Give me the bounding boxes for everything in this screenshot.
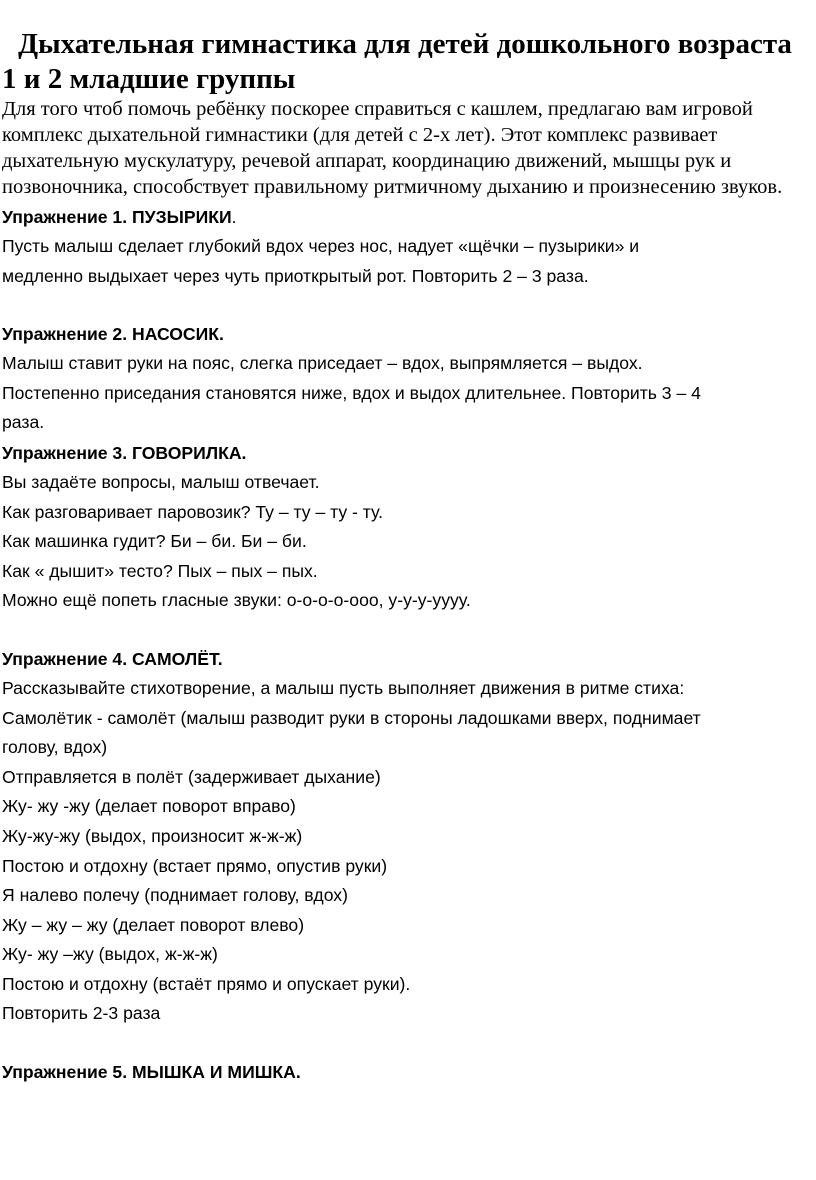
exercise-line: Как разговаривает паровозик? Ту – ту – ту - ту. [2,501,383,522]
exercise-line: Малыш ставит руки на пояс, слегка приседает – вдох, выпрямляется – выдох. [2,353,643,374]
exercise-line: медленно выдыхает через чуть приоткрытый рот. Повторить 2 – 3 раза. [2,265,589,286]
exercise-line: Постою и отдохну (встает прямо, опустив руки) [2,855,388,876]
exercise-line: Постою и отдохну (встаёт прямо и опускает руки). [2,973,411,994]
exercise-line: Жу – жу – жу (делает поворот влево) [2,914,305,935]
exercise-line: Постепенно приседания становятся ниже, вдох и выдох длительнее. Повторить 3 – 4 [2,382,701,403]
exercise-line: Жу- жу -жу (делает поворот вправо) [2,796,296,817]
exercise-heading: Упражнение 5. МЫШКА И МИШКА. [2,1062,301,1083]
exercise-4 [0,644,810,1029]
exercise-line: Вы задаёте вопросы, малыш отвечает. [2,471,320,492]
exercise-line: Отправляется в полёт (задерживает дыхание) [2,766,381,787]
exercise-line: Можно ещё попеть гласные звуки: о-о-о-о-ооо, у-у-у-уууу. [2,590,471,611]
exercise-3 [0,438,810,616]
section-subtitle: 1 и 2 младшие группы [2,63,296,95]
exercise-line: Жу-жу-жу (выдох, произносит ж-ж-ж) [2,825,303,846]
document-title: Дыхательная гимнастика для детей дошкольного возраста [18,28,792,60]
exercise-line: Я налево полечу (поднимает голову, вдох) [2,885,348,906]
exercise-line: Повторить 2-3 раза [2,1003,161,1024]
exercise-2 [0,319,810,438]
intro-paragraph: Для того чтоб помочь ребёнку поскорее справиться с кашлем, предлагаю вам игровой комплекс дыхательной гимнастики (для детей с 2-х лет). Этот комплекс развивает дыхательную мускулатуру, речевой аппарат, координацию движений, мышцы рук и позвоночника, способствует правильному ритмичному дыханию и произнесению звуков. [2,98,783,198]
exercise-heading: Упражнение 1. ПУЗЫРИКИ. [2,207,237,227]
exercise-line: Как машинка гудит? Би – би. Би – би. [2,531,307,552]
exercise-line: Жу- жу –жу (выдох, ж-ж-ж) [2,944,218,965]
exercise-5 [0,1057,810,1087]
exercise-line: Самолётик - самолёт (малыш разводит руки в стороны ладошками вверх, поднимает [2,707,701,728]
exercise-heading: Упражнение 3. ГОВОРИЛКА. [2,442,247,463]
exercise-line: раза. [2,412,45,433]
exercise-1 [0,202,810,291]
exercise-line: голову, вдох) [2,737,108,758]
exercise-line: Как « дышит» тесто? Пых – пых – пых. [2,560,318,581]
exercise-line: Пусть малыш сделает глубокий вдох через нос, надует «щёчки – пузырики» и [2,236,640,256]
exercise-line: Рассказывайте стихотворение, а малыш пусть выполняет движения в ритме стиха: [2,677,685,698]
exercise-heading: Упражнение 2. НАСОСИК. [2,324,224,345]
exercise-heading: Упражнение 4. САМОЛЁТ. [2,648,223,669]
